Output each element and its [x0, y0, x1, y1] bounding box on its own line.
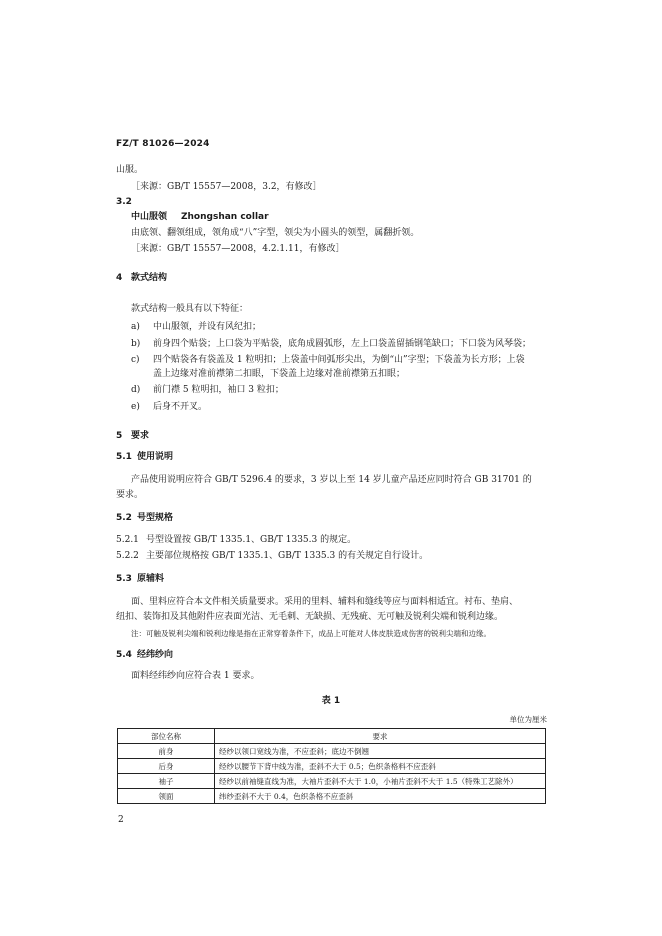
- table-row: [118, 789, 546, 804]
- subsection-title: 经纬纱向: [137, 650, 174, 660]
- clause-text: 主要部位规格按 GB/T 1335.1、GB/T 1335.3 的有关规定自行设计。: [146, 551, 429, 561]
- subsection-title: 使用说明: [137, 452, 174, 462]
- paragraph-continuation: 山服。: [116, 165, 144, 175]
- list-item-label: e): [131, 402, 140, 412]
- table-cell-requirement: 经纱以领口宽线为准，不应歪斜；底边不倒翘: [215, 744, 546, 759]
- table-header-row: [118, 729, 546, 744]
- table-cell-requirement: 纬纱歪斜不大于 0.4，色织条格不应歪斜: [215, 789, 546, 804]
- list-item-label: c): [131, 355, 140, 365]
- section-title: 款式结构: [131, 273, 168, 283]
- list-item-label: a): [131, 322, 140, 332]
- section-number: 5: [116, 431, 123, 441]
- list-item-text: 后身不开叉。: [153, 402, 208, 412]
- table-row: [118, 774, 546, 789]
- section-title: 要求: [131, 431, 150, 441]
- table-header-cell: 部位名称: [118, 729, 215, 744]
- table-row: [118, 759, 546, 774]
- list-item-label: b): [131, 339, 141, 349]
- list-item-label: d): [131, 385, 141, 395]
- subsection-title: 原辅料: [137, 574, 165, 584]
- subsection-title: 号型规格: [137, 513, 174, 523]
- table-cell-part: 前身: [118, 744, 215, 759]
- subsection-number: 5.1: [116, 452, 132, 462]
- term-number: 3.2: [116, 197, 132, 207]
- paragraph: 面、里料应符合本文件相关质量要求。采用的里料、辅料和缝线等应与面料相适宜。衬布、垫肩、: [131, 597, 519, 607]
- section-number: 4: [116, 273, 123, 283]
- term-title-en: Zhongshan collar: [181, 212, 269, 222]
- subsection-number: 5.4: [116, 650, 132, 660]
- source-note: ［来源：GB/T 15557—2008，3.2，有修改］: [131, 182, 322, 192]
- table-cell-part: 后身: [118, 759, 215, 774]
- table-header-cell: 要求: [215, 729, 546, 744]
- subsection-number: 5.3: [116, 574, 132, 584]
- table-cell-part: 领面: [118, 789, 215, 804]
- table-unit: 单位为厘米: [509, 715, 547, 724]
- list-item-text: 前门襟 5 粒明扣，袖口 3 粒扣；: [153, 385, 284, 395]
- paragraph: 面料经纬纱向应符合表 1 要求。: [131, 671, 260, 681]
- table-cell-requirement: 经纱以前袖缝直线为准，大袖片歪斜不大于 1.0，小袖片歪斜不大于 1.5（特殊工艺除外）: [215, 774, 546, 789]
- clause-number: 5.2.2: [116, 551, 139, 561]
- paragraph-cont: 要求。: [116, 490, 144, 500]
- page-number: 2: [118, 815, 124, 825]
- source-note: ［来源：GB/T 15557—2008，4.2.1.11，有修改］: [131, 244, 345, 254]
- document-code-header: FZ/T 81026—2024: [116, 139, 210, 149]
- list-item-text-cont: 盖上边缘对准前襟第二扣眼，下袋盖上边缘对准前襟第五扣眼；: [153, 369, 406, 379]
- list-item-text: 中山服领，并设有风纪扣；: [153, 322, 262, 332]
- section-intro: 款式结构一般具有以下特征：: [131, 304, 249, 314]
- table-title: 表 1: [321, 696, 341, 706]
- clause-number: 5.2.1: [116, 535, 139, 545]
- paragraph-cont: 纽扣、装饰扣及其他附件应表面光洁、无毛刺、无缺损、无残疵、无可触及锐利尖端和锐利边缘。: [116, 612, 504, 622]
- term-title-cn: 中山服领: [131, 212, 168, 222]
- term-definition: 由底领、翻领组成，领角成“八”字型，领尖为小圆头的领型，属翻折领。: [131, 228, 420, 238]
- table-cell-requirement: 经纱以腰节下背中线为准，歪斜不大于 0.5；色织条格料不应歪斜: [215, 759, 546, 774]
- paragraph: 产品使用说明应符合 GB/T 5296.4 的要求，3 岁以上至 14 岁儿童产品还应同时符合 GB 31701 的: [131, 475, 532, 485]
- clause-text: 号型设置按 GB/T 1335.1、GB/T 1335.3 的规定。: [146, 535, 357, 545]
- note: 注：可触及锐利尖端和锐利边缘是指在正常穿着条件下，成品上可能对人体皮肤造成伤害的锐利尖端和边缘。: [131, 629, 491, 638]
- list-item-text: 四个贴袋各有袋盖及 1 粒明扣；上袋盖中间弧形尖出，为倒“山”字型；下袋盖为长方形；上袋: [153, 355, 525, 365]
- list-item-text: 前身四个贴袋；上口袋为平贴袋，底角成圆弧形，左上口袋盖留插钢笔缺口；下口袋为风琴袋；: [153, 339, 532, 349]
- subsection-number: 5.2: [116, 513, 132, 523]
- requirements-table: [117, 728, 546, 804]
- table-cell-part: 袖子: [118, 774, 215, 789]
- table-row: [118, 744, 546, 759]
